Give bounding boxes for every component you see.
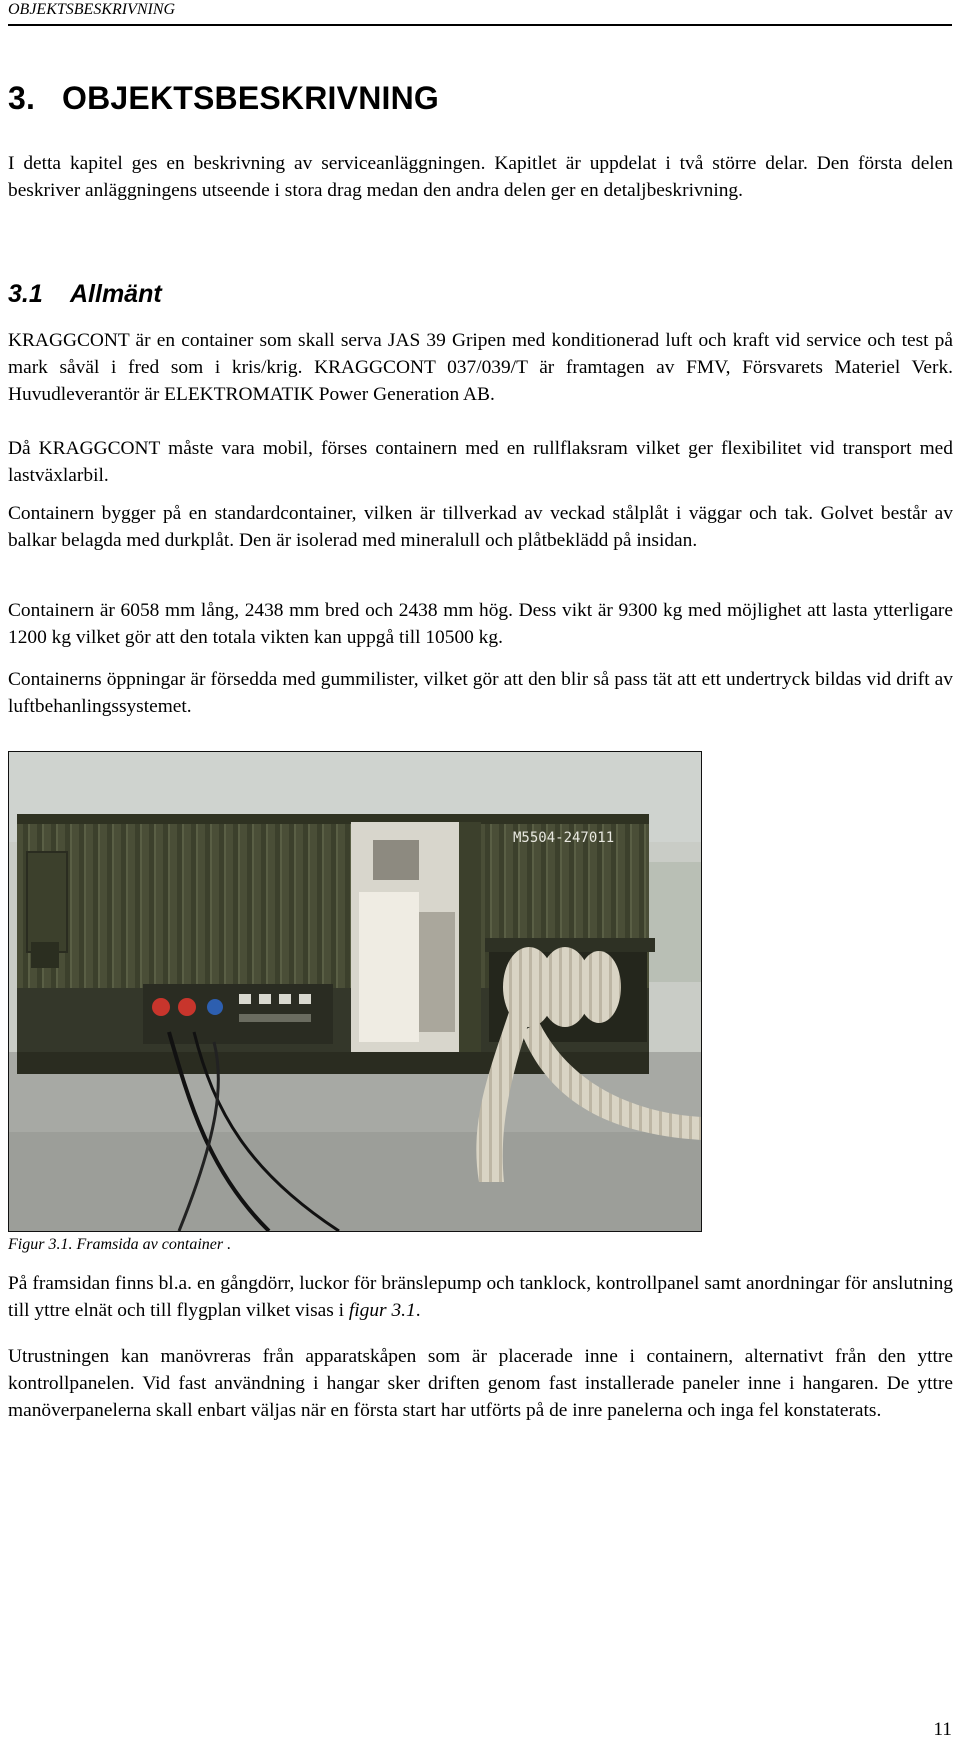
section-title: Allmänt <box>70 280 162 308</box>
after-figure-paragraph-2: Utrustningen kan manövreras från apparatskåpen som är placerade inne i containern, alternativt från den yttre kontrollpanelen. Vid fast användning i hangar sker driften genom fast installerade paneler inne i hangaren. De yttre manöverpanelerna skall enbart väljas när en första start har utförts på de inre panelerna och inga fel konstaterats. <box>8 1346 953 1421</box>
running-header-title: OBJEKTSBESKRIVNING <box>8 1 176 18</box>
section-heading <box>8 278 162 310</box>
section-paragraph-5: Containerns öppningar är försedda med gummilister, vilket gör att den blir så pass tät att ett undertryck bildas vid drift av luftbehanlingssystemet. <box>8 669 953 717</box>
chapter-title: OBJEKTSBESKRIVNING <box>62 80 439 116</box>
side-door <box>27 852 67 952</box>
section-paragraph-4: Containern är 6058 mm lång, 2438 mm bred och 2438 mm hög. Dess vikt är 9300 kg med möjlighet att lasta ytterligare 1200 kg vilket gör att den totala vikten kan uppgå till 10500 kg. <box>8 600 953 648</box>
container-photo <box>8 751 702 1232</box>
chapter-intro: I detta kapitel ges en beskrivning av serviceanläggningen. Kapitlet är uppdelat i två större delar. Den första delen beskriver anläggningens utseende i stora drag medan den andra delen ger en detaljbeskrivning. <box>8 153 953 201</box>
chapter-heading <box>8 78 439 118</box>
container-photo-illustration <box>9 752 701 1231</box>
figure-caption: Figur 3.1. Framsida av container . <box>8 1236 232 1253</box>
figure-reference: figur 3.1 <box>348 1300 416 1321</box>
after-figure-paragraph-1 <box>8 1270 953 1324</box>
chapter-number: 3. <box>8 80 36 116</box>
page-number: 11 <box>933 1719 952 1740</box>
running-header <box>8 0 952 26</box>
container-marking: M5504-247011 <box>513 830 615 846</box>
section-paragraph-1: KRAGGCONT är en container som skall serva JAS 39 Gripen med konditionerad luft och kraft vid service och test på mark såväl i fred som i kris/krig. KRAGGCONT 037/039/T är framtagen av FMV, Försvarets Materiel Verk. Huvudleverantör är ELEKTROMATIK Power Generation AB. <box>8 330 953 405</box>
section-paragraph-3: Containern bygger på en standardcontainer, vilken är tillverkad av veckad stålplåt i väggar och tak. Golvet består av balkar belagda med durkplåt. Den är isolerad med mineralull och plåtbeklädd på insidan. <box>8 503 953 551</box>
after-figure-paragraph-1-end: . <box>415 1300 421 1321</box>
section-paragraph-2: Då KRAGGCONT måste vara mobil, förses containern med en rullflaksram vilket ger flexibilitet vid transport med lastväxlarbil. <box>8 438 953 486</box>
after-figure-paragraph-1-text: På framsidan finns bl.a. en gångdörr, luckor för bränslepump och tanklock, kontrollpanel samt anordningar för anslutning till yttre elnät och till flygplan vilket visas i <box>8 1273 953 1321</box>
section-number: 3.1 <box>8 280 43 308</box>
